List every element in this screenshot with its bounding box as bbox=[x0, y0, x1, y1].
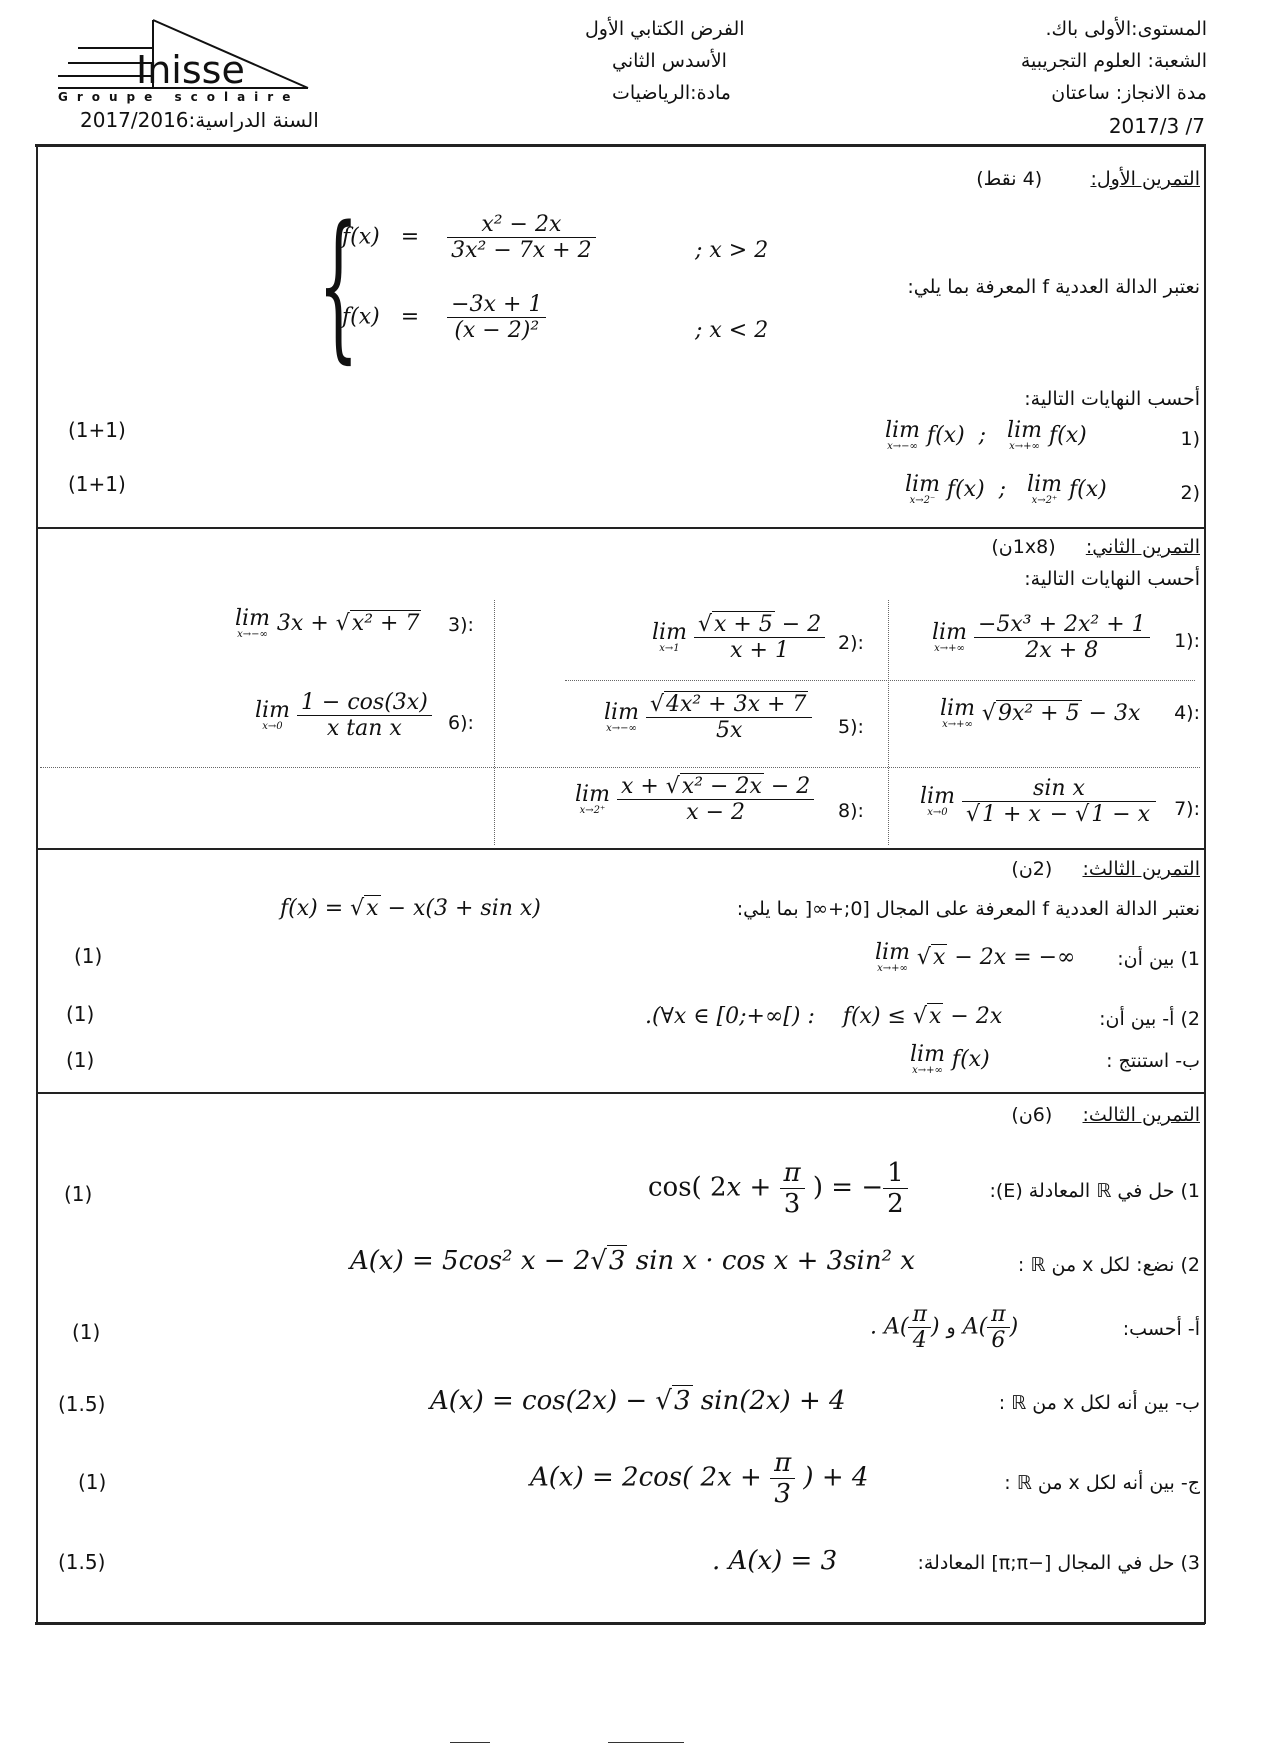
ex4-q3-formula: . A(x) = 3 bbox=[712, 1546, 838, 1576]
ex2-q6-formula: lim x→0 $\frac{1 - \cos(3x)}{\text{x tan x}}$ bbox=[255, 690, 432, 741]
ex2-heading bbox=[991, 536, 1200, 558]
piece2-condition: ; x < 2 bbox=[695, 318, 769, 343]
ex2-q5-label: :(5 bbox=[838, 716, 864, 738]
ex4-q2-formula: A(x) = 5cos² x − 2√3 sin x · cos x + 3sin² x bbox=[350, 1246, 915, 1276]
ex2-q1-label: :(1 bbox=[1174, 630, 1200, 652]
frame-right bbox=[1204, 144, 1206, 1624]
ex4-q2c: ج- بين أنه لكل x من ℝ : bbox=[1004, 1472, 1200, 1494]
ex4-q3: 3) حل في المجال [−π;π] المعادلة: bbox=[917, 1552, 1200, 1574]
ex2-q5-formula: lim x→−∞ $\frac{\text{√4x² + 3x + 7}}{5x}$ bbox=[604, 692, 812, 743]
piece1-fraction: $\frac{\text{x² − 2x}}{\text{3x² − 7x + 2}}$ bbox=[447, 212, 595, 263]
ex3-q2b-formula: lim x→+∞ f(x) bbox=[910, 1042, 990, 1076]
ex2-q3-formula: lim x→−∞ 3x + √x² + 7 bbox=[235, 606, 420, 640]
ex4-q2a: أ- أحسب: bbox=[1122, 1318, 1200, 1340]
logo-name: Inisse bbox=[136, 48, 245, 92]
logo-sub: Groupe scolaire bbox=[58, 90, 300, 104]
ex1-intro: نعتبر الدالة العددية f المعرفة بما يلي: bbox=[907, 276, 1200, 298]
ex3-title: التمرين الثالث: bbox=[1082, 858, 1200, 880]
piece2-fraction: $\frac{-3x + 1}{\text{(x − 2)²}}$ bbox=[447, 292, 546, 343]
ex3-q2a: 2) أ- بين أن: bbox=[1099, 1008, 1200, 1030]
ex3-function: f(x) = √x − x(3 + sin x) bbox=[280, 896, 541, 921]
frame-bottom bbox=[35, 1622, 1205, 1625]
frame-left bbox=[36, 144, 38, 1624]
ex2-q1-formula: lim x→+∞ $\frac{\text{−5x³ + 2x² + 1}}{2x + 8}$ bbox=[932, 612, 1150, 663]
ex2-q6-label: :(6 bbox=[448, 712, 474, 734]
header-divider bbox=[35, 144, 1205, 147]
duration: مدة الانجاز: ساعتان bbox=[1051, 82, 1207, 104]
ex2-points: (1x8ن) bbox=[991, 536, 1056, 558]
ex1-q2-formula: lim x→2⁻ f(x) ; lim x→2⁺ f(x) bbox=[905, 472, 1107, 506]
grid-hline-1 bbox=[565, 680, 1195, 681]
ex3-heading bbox=[1011, 858, 1200, 880]
level: المستوى:الأولى باك. bbox=[1045, 18, 1207, 40]
piece2-formula: f(x) = $\frac{-3x + 1}{\text{(x − 2)²}}$ bbox=[342, 292, 546, 343]
ex3-q2a-points: (1) bbox=[66, 1002, 95, 1026]
ex4-heading bbox=[1011, 1104, 1200, 1126]
divider-ex1-ex2 bbox=[36, 527, 1204, 529]
ex1-q1-points: (1+1) bbox=[68, 418, 126, 442]
ex2-q3-label: :(3 bbox=[448, 614, 474, 636]
ex4-title: التمرين الثالث: bbox=[1082, 1104, 1200, 1126]
ex1-title: التمرين الأول: bbox=[1090, 168, 1200, 190]
divider-ex2-ex3 bbox=[36, 848, 1204, 850]
ex2-q4-label: :(4 bbox=[1174, 702, 1200, 724]
piecewise-brace: { bbox=[318, 191, 359, 378]
ex4-q2a-formula: . A( $\frac{\pi}{4}$ ) و A( $\frac{\pi}{6}$ ) bbox=[870, 1302, 1019, 1353]
bottom-mark-2 bbox=[608, 1742, 684, 1743]
ex1-heading bbox=[976, 168, 1200, 190]
ex4-q2: 2) نضع: لكل x من ℝ : bbox=[1017, 1254, 1200, 1276]
ex3-q2b: ب- استنتج : bbox=[1106, 1050, 1200, 1072]
ex2-q8-label: :(8 bbox=[838, 800, 864, 822]
ex4-q2b-formula: A(x) = cos(2x) − √3 sin(2x) + 4 bbox=[430, 1386, 846, 1416]
ex3-q2b-points: (1) bbox=[66, 1048, 95, 1072]
ex4-q2b: ب- بين أنه لكل x من ℝ : bbox=[998, 1392, 1200, 1414]
school-year: السنة الدراسية:2017/2016 bbox=[80, 108, 319, 132]
ex3-points: (2ن) bbox=[1011, 858, 1053, 880]
ex1-q1-formula: lim x→−∞ f(x) ; lim x→+∞ f(x) bbox=[885, 418, 1087, 452]
ex1-q1-label: (1 bbox=[1180, 428, 1200, 450]
ex2-q4-formula: lim x→+∞ √9x² + 5 − 3x bbox=[940, 696, 1141, 730]
ex4-q2c-points: (1) bbox=[78, 1470, 107, 1494]
ex4-q2b-points: (1.5) bbox=[58, 1392, 106, 1416]
ex2-q8-formula: lim x→2⁺ $\frac{\text{x + √x² − 2x − 2}}{x - 2}$ bbox=[575, 774, 814, 825]
ex1-points: (4 نقط) bbox=[976, 168, 1043, 190]
ex4-points: (6ن) bbox=[1011, 1104, 1053, 1126]
ex4-q3-points: (1.5) bbox=[58, 1550, 106, 1574]
ex2-q2-formula: lim x→1 $\frac{√x + 5 - 2}{x + 1}$ bbox=[652, 612, 825, 663]
ex4-q2a-and: و bbox=[946, 1316, 956, 1339]
ex4-q2c-formula: A(x) = 2cos( 2x + $\frac{\pi}{3}$ ) + 4 bbox=[530, 1448, 869, 1509]
ex2-ask: أحسب النهايات التالية: bbox=[1024, 568, 1200, 590]
semester: الأسدس الثاني bbox=[612, 50, 727, 72]
piece1-condition: ; x > 2 bbox=[695, 238, 769, 263]
subject: مادة:الرياضيات bbox=[612, 82, 731, 104]
ex2-q7-formula: lim x→0 $\frac{\text{sin x}}{√1 + x - √1 - x}$ bbox=[920, 776, 1156, 827]
ex4-q1-formula: cos( 2x + $\frac{\pi}{3}$ ) = − $\frac{1}{2}$ bbox=[648, 1158, 908, 1219]
piece1-formula: f(x) = $\frac{\text{x² − 2x}}{\text{3x² − 7x + 2}}$ bbox=[342, 212, 596, 263]
grid-vline-1 bbox=[494, 600, 495, 845]
ex3-q1-formula: lim x→+∞ √x − 2x = −∞ bbox=[875, 940, 1076, 974]
grid-hline-2 bbox=[40, 767, 1200, 768]
ex4-q2a-points: (1) bbox=[72, 1320, 101, 1344]
exam-title: الفرض الكتابي الأول bbox=[585, 18, 745, 40]
ex1-ask: أحسب النهايات التالية: bbox=[1024, 388, 1200, 410]
date: 2017/3 /7 bbox=[1108, 114, 1205, 138]
ex3-q2a-formula: .(∀x ∈ [0;+∞[) : f(x) ≤ √x − 2x bbox=[645, 1004, 1003, 1029]
ex1-q2-label: (2 bbox=[1180, 482, 1200, 504]
ex2-q7-label: :(7 bbox=[1174, 798, 1200, 820]
ex1-q2-points: (1+1) bbox=[68, 472, 126, 496]
ex4-q1-points: (1) bbox=[64, 1182, 93, 1206]
bottom-mark-1 bbox=[450, 1742, 490, 1743]
branch: الشعبة: العلوم التجريبية bbox=[1020, 50, 1207, 72]
ex4-q1: 1) حل في ℝ المعادلة (E): bbox=[989, 1180, 1200, 1202]
ex3-q1-points: (1) bbox=[74, 944, 103, 968]
grid-vline-2 bbox=[888, 600, 889, 845]
logo bbox=[58, 18, 318, 108]
ex2-q2-label: :(2 bbox=[838, 632, 864, 654]
ex3-q1: 1) بين أن: bbox=[1117, 948, 1200, 970]
ex2-title: التمرين الثاني: bbox=[1085, 536, 1200, 558]
ex3-intro: نعتبر الدالة العددية f المعرفة على المجال [0;+∞[ بما يلي: bbox=[736, 898, 1200, 920]
divider-ex3-ex4 bbox=[36, 1092, 1204, 1094]
